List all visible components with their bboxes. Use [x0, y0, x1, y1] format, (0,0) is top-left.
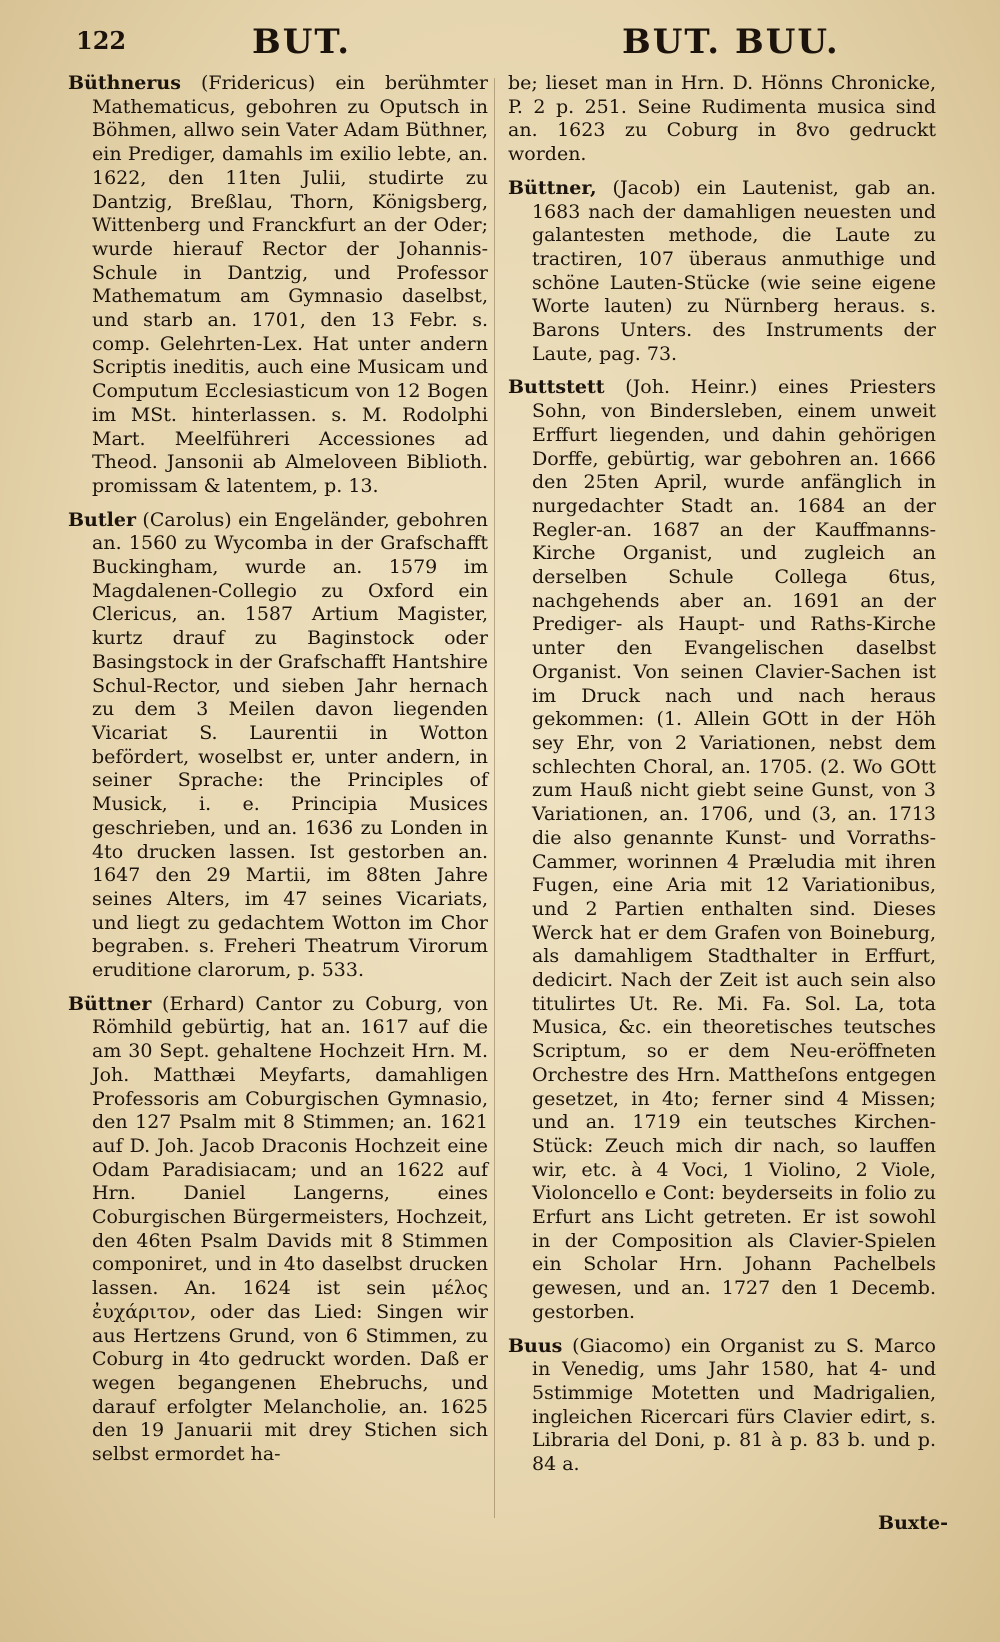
- running-head-right: BUT. BUU.: [622, 22, 840, 62]
- catchword: Buxte-: [878, 1512, 948, 1534]
- entry-text: (Fridericus) ein berühmter Mathematicus, gebohren zu Oputsch in Böhmen, allwo sein Vater Adam Büthner, ein Prediger, damahls im exilio lebte, an. 1622, den 11ten Julii, studirte zu Dantzig, Breßlau, Thorn, Königsberg, Wittenberg und Franckfurt an der Oder; wurde hierauf Rector der Johannis-Schule in Dantzig, und Professor Mathematum am Gymnasio daselbst, und starb an. 1701, den 13 Febr. s. comp. Gelehrten-Lex. Hat unter andern Scriptis ineditis, auch eine Musicam und Computum Ecclesiasticum von 12 Bogen im MSt. hinterlassen. s. M. Rodolphi Mart. Meelführeri Accessiones ad Theod. Jansonii ab Almeloveen Biblioth. promissam & latentem, p. 13.: [92, 72, 488, 497]
- entry-text: (Jacob) ein Lautenist, gab an. 1683 nach der damahligen neuesten und galantesten methode, die Laute zu tractiren, 107 überaus anmuthige und schöne Lauten-Stücke (wie seine eigene Worte lauten) zu Nürnberg heraus. s. Barons Unters. des Instruments der Laute, pag. 73.: [532, 176, 936, 365]
- entry-text: (Giacomo) ein Organist zu S. Marco in Venedig, ums Jahr 1580, hat 4- und 5stimmige Motetten und Madrigalien, ingleichen Ricercari fürs Clavier edirt, s. Libraria del Doni, p. 81 à p. 83 b. und p. 84 a.: [532, 1334, 936, 1476]
- entry-headword: Buttstett: [508, 376, 605, 399]
- column-divider: [494, 78, 495, 1518]
- running-head-left: BUT.: [252, 22, 352, 62]
- entry-headword: Büttner: [68, 992, 152, 1015]
- dictionary-entry-continued: [508, 72, 936, 167]
- right-column: [508, 72, 936, 1487]
- entry-text: be; lieset man in Hrn. D. Hönns Chronicke, P. 2 p. 251. Seine Rudimenta musica sind an. 1623 zu Coburg in 8vo gedruckt worden.: [508, 72, 936, 166]
- entry-headword: Büttner,: [508, 176, 597, 199]
- entry-headword: Buus: [508, 1334, 563, 1357]
- dictionary-entry: [508, 1335, 936, 1477]
- running-header: [72, 22, 952, 62]
- dictionary-entry: [508, 177, 936, 367]
- dictionary-entry: [508, 376, 936, 1324]
- page-number: 122: [76, 26, 127, 55]
- dictionary-entry: [68, 509, 488, 983]
- dictionary-entry: [68, 993, 488, 1467]
- entry-text: (Carolus) ein Engeländer, gebohren an. 1560 zu Wycomba in der Grafschafft Buckingham, wurde an. 1579 im Magdalenen-Collegio zu Oxford ein Clericus, an. 1587 Artium Magister, kurtz drauf zu Baginstock oder Basingstock in der Grafschafft Hantshire Schul-Rector, und sieben Jahr hernach zu dem 3 Meilen davon liegenden Vicariat S. Laurentii in Wotton befördert, woselbst er, unter andern, in seiner Sprache: the Principles of Musick, i. e. Principia Musices geschrieben, und an. 1636 zu Londen in 4to drucken lassen. Ist gestorben an. 1647 den 29 Martii, im 88ten Jahre seines Alters, im 47 seines Vicariats, und liegt zu gedachtem Wotton im Chor begraben. s. Freheri Theatrum Virorum eruditione clarorum, p. 533.: [92, 508, 488, 982]
- dictionary-entry: [68, 72, 488, 499]
- entry-headword: Büthnerus: [68, 72, 181, 94]
- entry-text: (Joh. Heinr.) eines Priesters Sohn, von Bindersleben, einem unweit Erffurt liegenden, und dahin gehörigen Dorffe, gebürtig, war gebohren an. 1666 den 25ten April, wurde anfänglich in nurgedachter Stadt an. 1684 an der Regler-an. 1687 an der Kauffmanns-Kirche Organist, und zugleich an derselben Schule Collega 6tus, nachgehends aber an. 1691 an der Prediger- als Haupt- und Raths-Kirche unter den Evangelischen daselbst Organist. Von seinen Clavier-Sachen ist im Druck nach und nach heraus gekommen: (1. Allein GOtt in der Höh sey Ehr, von 2 Variationen, nebst dem schlechten Choral, an. 1705. (2. Wo GOtt zum Hauß nicht giebt seine Gunst, von 3 Variationen, an. 1706, und (3, an. 1713 die also genannte Kunst- und Vorraths-Cammer, worinnen 4 Præludia mit ihren Fugen, eine Aria mit 12 Variationibus, und 2 Partien enthalten sind. Dieses Werck hat er dem Grafen von Boineburg, als damahligem Stadthalter in Erffurt, dedicirt. Nach der Zeit ist auch sein also titulirtes Ut. Re. Mi. Fa. Sol. La, tota Musica, &c. ein theoretisches teutsches Scriptum, so er dem Neu-eröffneten Orchestre des Hrn. Mattheſons entgegen gesetzet, in 4to; ferner sind 4 Missen; und an. 1719 ein teutsches Kirchen-Stück: Zeuch mich dir nach, so lauffen wir, etc. à 4 Voci, 1 Violino, 2 Viole, Violoncello e Cont: beyderseits in folio zu Erfurt ans Licht getreten. Er ist sowohl in der Composition als Clavier-Spielen ein Scholar Hrn. Johann Pachelbels gewesen, und an. 1727 den 1 Decemb. gestorben.: [532, 376, 936, 1323]
- entry-headword: Butler: [68, 508, 136, 531]
- left-column: [68, 72, 488, 1477]
- entry-text: (Erhard) Cantor zu Coburg, von Römhild gebürtig, hat an. 1617 auf die am 30 Sept. gehaltene Hochzeit Hrn. M. Joh. Matthæi Meyfarts, damahligen Professoris am Coburgischen Gymnasio, den 127 Psalm mit 8 Stimmen; an. 1621 auf D. Joh. Jacob Draconis Hochzeit eine Odam Paradisiacam; und an 1622 auf Hrn. Daniel Langerns, eines Coburgischen Bürgermeisters, Hochzeit, den 46ten Psalm Davids mit 8 Stimmen componiret, und in 4to daselbst drucken lassen. An. 1624 ist sein μέλος ἐυχάριτον, oder das Lied: Singen wir aus Hertzens Grund, von 6 Stimmen, zu Coburg in 4to gedruckt worden. Daß er wegen begangenen Ehebruchs, und darauf erfolgter Melancholie, an. 1625 den 19 Januarii mit drey Stichen sich selbst ermordet ha-: [92, 992, 488, 1466]
